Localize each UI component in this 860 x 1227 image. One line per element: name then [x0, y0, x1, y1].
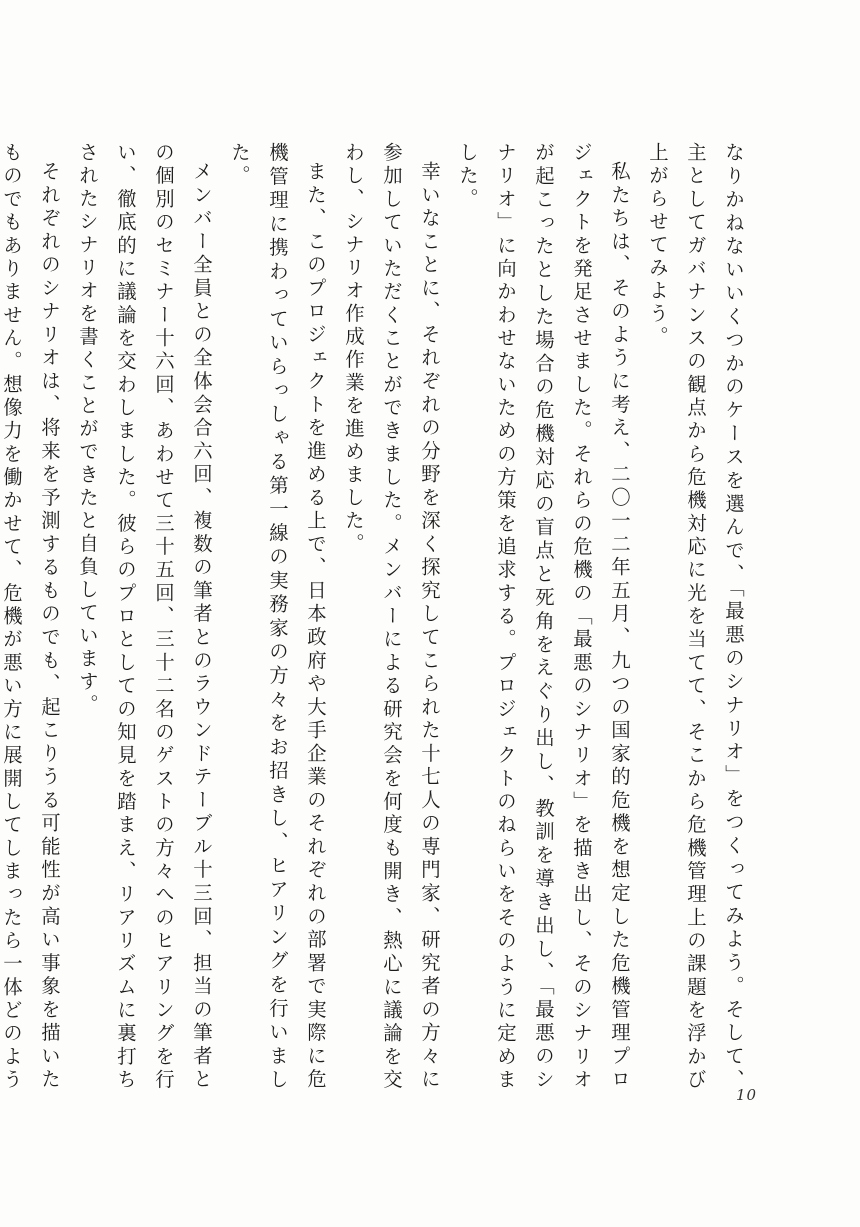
paragraph-3: 幸いなことに、それぞれの分野を深く探究してこられた十七人の専門家、研究者の方々に参加していただくことができました。メンバーによる研究会を何度も開き、熱心に議論を交わし、シナリオ作成作業を進めました。 — [342, 142, 441, 1092]
paragraph-6: それぞれのシナリオは、将来を予測するものでも、起こりうる可能性が高い事象を描いたものでもありません。想像力を働かせて、危機が悪い方に展開してしまったら一体どのよう — [0, 142, 61, 1092]
paragraph-4: また、このプロジェクトを進める上で、日本政府や大手企業のそれぞれの部署で実際に危機管理に携わっていらっしゃる第一線の実務家の方々をお招きし、ヒアリングを行いました。 — [228, 142, 327, 1092]
paragraph-5: メンバー全員との全体会合六回、複数の筆者とのラウンドテーブル十三回、担当の筆者との個別のセミナー十六回、あわせて三十五回、三十二名のゲストの方々へのヒアリングを行い、徹底的に議論を交わしました。彼らのプロとしての知見を踏まえ、リアリズムに裏打ちされたシナリオを書くことができたと自負しています。 — [76, 142, 213, 1092]
paragraph-1: なりかねないいくつかのケースを選んで、「最悪のシナリオ」をつくってみよう。そして、主としてガバナンスの観点から危機対応に光を当てて、そこから危機管理上の課題を浮かび上がらせてみよう。 — [646, 142, 745, 1092]
paragraph-2: 私たちは、そのように考え、二〇一二年五月、九つの国家的危機を想定した危機管理プロジェクトを発足させました。それらの危機の「最悪のシナリオ」を描き出し、そのシナリオが起こったとした場合の危機対応の盲点と死角をえぐり出し、教訓を導き出し、「最悪のシナリオ」に向かわせないための方策を追求する。プロジェクトのねらいをそのように定めました。 — [456, 142, 631, 1092]
page-number: 10 — [736, 1086, 758, 1104]
vertical-text-body — [0, 142, 752, 1092]
